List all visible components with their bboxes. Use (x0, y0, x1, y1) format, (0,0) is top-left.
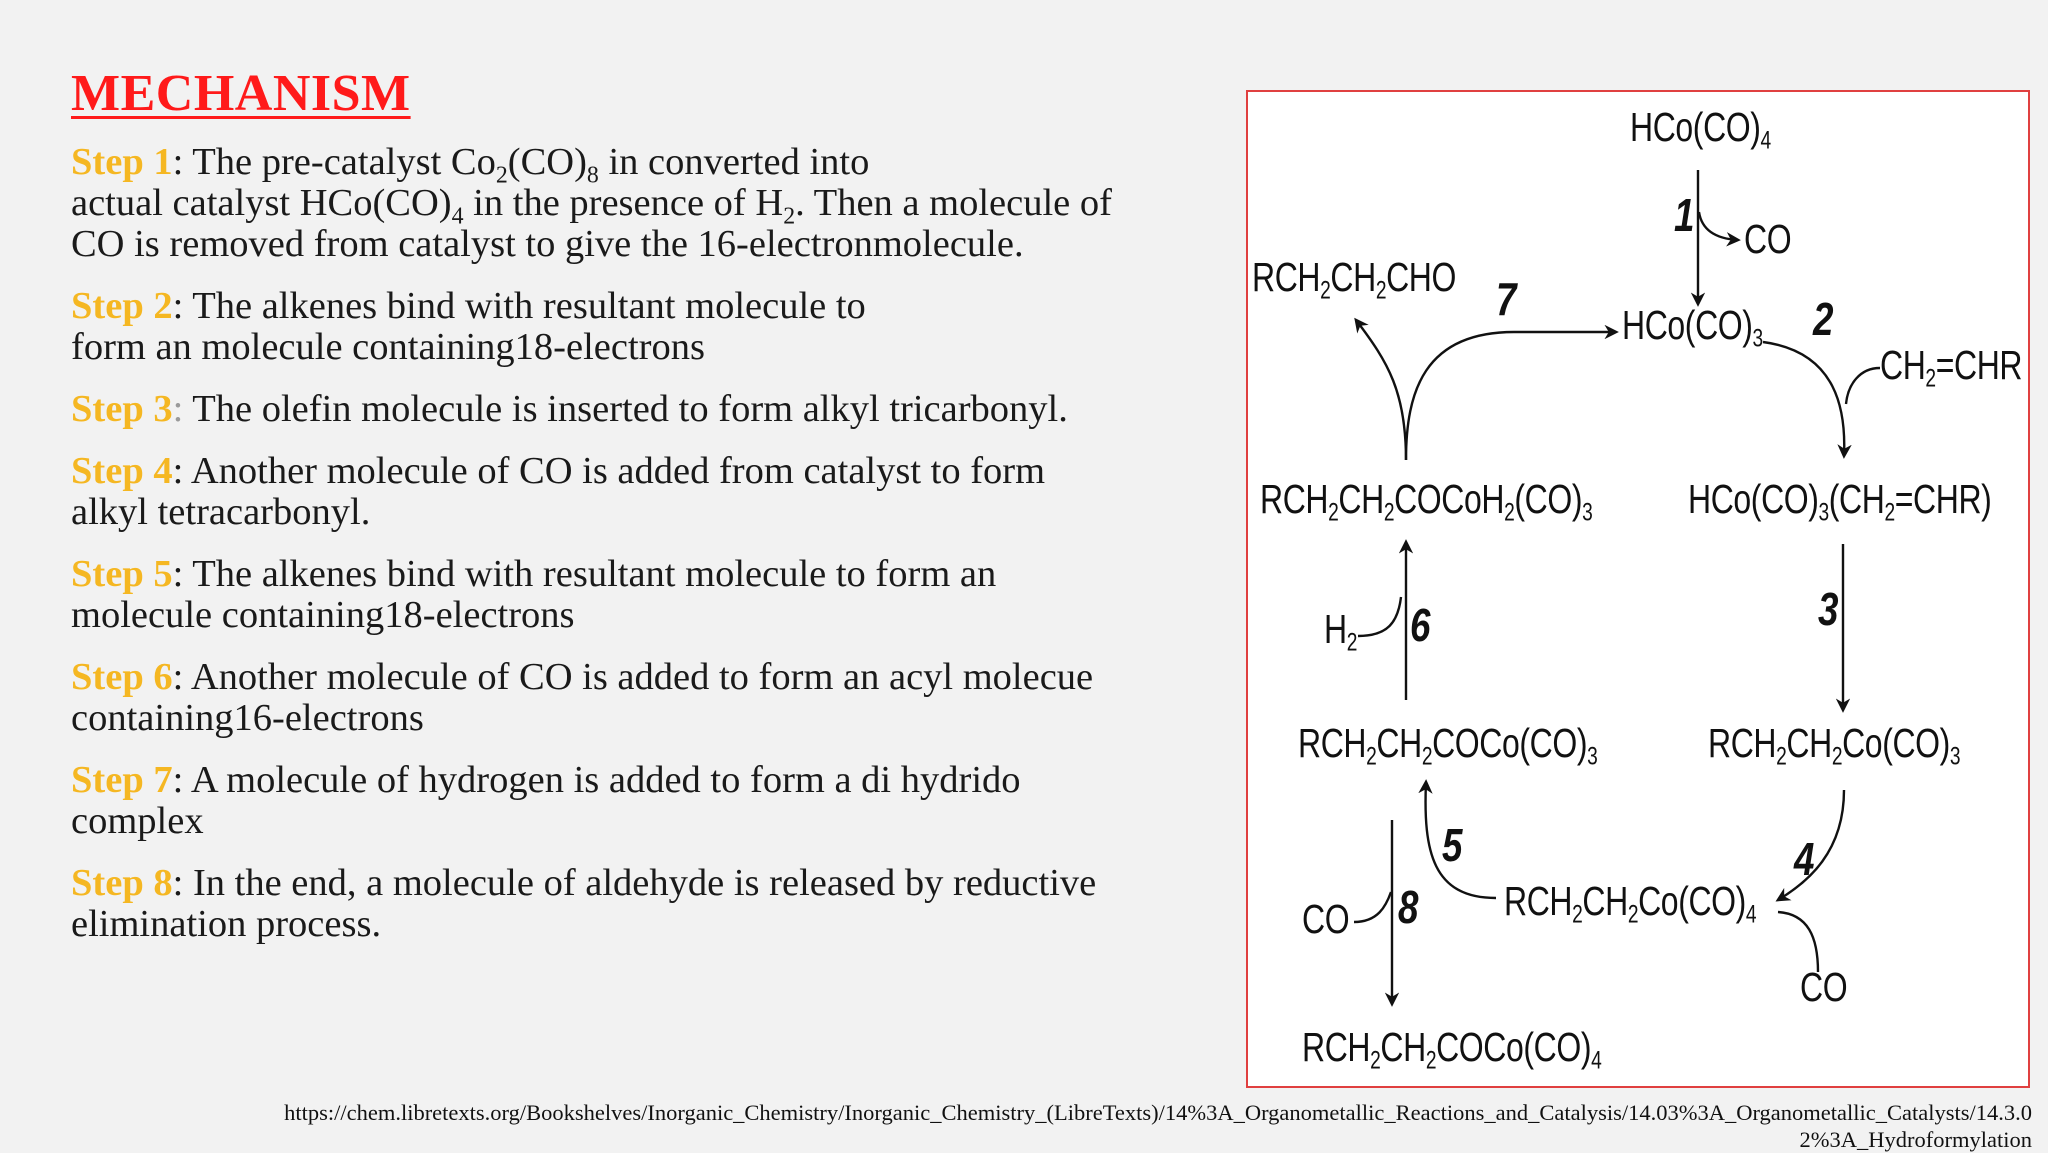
step-description: Another molecule of CO is added from catalyst to form alkyl tetracarbonyl. (71, 450, 1046, 533)
step-item (71, 863, 1241, 945)
species-hco4: $HCo(CO)_4$ (1630, 104, 1771, 155)
step-number-4: 4 (1794, 833, 1815, 885)
subscript: 2 (1425, 1047, 1437, 1075)
subscript: 2 (1776, 743, 1787, 771)
subscript: 2 (1320, 277, 1331, 305)
step-description: A molecule of hydrogen is added to form a di hydrido complex (71, 759, 1021, 842)
subscript: 2 (1375, 277, 1387, 305)
subscript: 2 (1328, 499, 1339, 527)
step-number-1: 1 (1674, 189, 1695, 241)
step-item (71, 451, 1241, 533)
species-alkyl-tetracarbonyl: $RCH_2CH_2Co(CO)_4$ (1504, 878, 1757, 929)
step-separator: : (172, 285, 184, 327)
subscript: 2 (1884, 499, 1895, 527)
subscript: 2 (1346, 629, 1357, 657)
step-number-2: 2 (1813, 293, 1834, 345)
step-label: Step 6 (71, 656, 173, 698)
step-description: In the end, a molecule of aldehyde is released by reductive elimination process. (71, 862, 1097, 945)
species-acyl-tetracarbonyl: $RCH_2CH_2COCo(CO)_4$ (1302, 1024, 1602, 1075)
step-number-8: 8 (1398, 881, 1419, 933)
species-alkene-complex: $HCo(CO)_3(CH_2=CHR)$ (1688, 476, 1992, 527)
step-separator: : (172, 450, 184, 492)
step-number-6: 6 (1410, 599, 1431, 651)
step-separator: : (172, 553, 184, 595)
species-co-bottom: CO (1800, 964, 1848, 1010)
arrow-step-7 (1406, 332, 1616, 460)
step-separator: : (172, 141, 184, 183)
step-number-3: 3 (1818, 583, 1839, 635)
species-h2: $H_2$ (1324, 606, 1357, 657)
subscript: 2 (1925, 365, 1936, 393)
subscript: 2 (1366, 743, 1377, 771)
step-item (71, 657, 1241, 739)
subscript: 2 (1421, 743, 1433, 771)
subscript: 4 (1760, 127, 1771, 155)
step-separator: : (172, 862, 184, 904)
species-hco3: $HCo(CO)_3$ (1622, 302, 1763, 353)
step-description: The pre-catalyst $Co_2(CO)_8$ in converted into actual catalyst $HCo(CO)_4$ in the presence of $H_2$. Then a molecule of CO is removed from catalyst to give the 16-electronmolecule. (71, 141, 1112, 265)
step-separator: : (172, 759, 184, 801)
step-label: Step 8 (71, 862, 173, 904)
species-alkene: $CH_2=CHR$ (1880, 342, 2023, 393)
step-item (71, 142, 1241, 265)
cycle-arrows (1248, 92, 2028, 1086)
species-aldehyde: $RCH_2CH_2CHO$ (1252, 254, 1456, 305)
step-item (71, 554, 1241, 636)
subscript: 3 (1752, 325, 1763, 353)
step-label: Step 2 (71, 285, 173, 327)
subscript: 8 (586, 162, 599, 189)
arrow-alkene-in (1846, 368, 1880, 404)
step-label: Step 5 (71, 553, 173, 595)
step-separator: : (172, 388, 184, 430)
arrow-aldehyde-release (1356, 320, 1406, 460)
step-description: Another molecule of CO is added to form an acyl molecue containing16-electrons (71, 656, 1094, 739)
step-label: Step 4 (71, 450, 173, 492)
steps-list (71, 142, 1241, 966)
slide-title: MECHANISM (71, 65, 411, 122)
species-dihydrido: $RCH_2CH_2COCoH_2(CO)_3$ (1260, 476, 1593, 527)
arrow-co-in-left (1354, 892, 1391, 922)
species-alkyl-tricarbonyl: $RCH_2CH_2Co(CO)_3$ (1708, 720, 1961, 771)
catalytic-cycle-diagram (1246, 90, 2030, 1088)
step-description: The alkenes bind with resultant molecule to form an molecule containing18-electrons (71, 553, 997, 636)
subscript: 4 (451, 203, 464, 230)
species-acyl-tricarbonyl: $RCH_2CH_2COCo(CO)_3$ (1298, 720, 1598, 771)
subscript: 2 (1383, 499, 1395, 527)
subscript: 2 (1627, 901, 1639, 929)
species-co-left: CO (1302, 896, 1350, 942)
step-number-7: 7 (1496, 273, 1517, 325)
source-citation: https://chem.libretexts.org/Bookshelves/Inorganic_Chemistry/Inorganic_Chemistry_(LibreTexts)/14%3A_Organometallic_Reactions_and_Catalysis/14.03%3A_Organometallic_Catalysts/14.3.02%3A_Hydroformylation (284, 1100, 2032, 1152)
subscript: 3 (1818, 499, 1829, 527)
subscript: 2 (1572, 901, 1583, 929)
step-label: Step 7 (71, 759, 173, 801)
arrow-co-release (1699, 212, 1738, 240)
step-item (71, 389, 1241, 430)
arrow-h2-in (1358, 597, 1401, 636)
subscript: 2 (1831, 743, 1843, 771)
step-separator: : (172, 656, 184, 698)
step-number-5: 5 (1442, 819, 1463, 871)
step-description: The olefin molecule is inserted to form alkyl tricarbonyl. (183, 388, 1068, 430)
subscript: 3 (1949, 743, 1961, 771)
step-item (71, 760, 1241, 842)
subscript: 2 (1504, 499, 1515, 527)
subscript: 2 (495, 162, 508, 189)
subscript: 3 (1587, 743, 1598, 771)
step-description: The alkenes bind with resultant molecule to form an molecule containing18-electrons (71, 285, 866, 368)
subscript: 2 (1370, 1047, 1381, 1075)
subscript: 4 (1745, 901, 1757, 929)
step-label: Step 1 (71, 141, 173, 183)
step-item (71, 286, 1241, 368)
subscript: 3 (1582, 499, 1593, 527)
step-label: Step 3 (71, 388, 173, 430)
species-co-top: CO (1744, 216, 1792, 262)
subscript: 4 (1591, 1047, 1602, 1075)
arrow-step-2 (1763, 342, 1844, 456)
subscript: 2 (783, 203, 796, 230)
arrow-co-in (1778, 912, 1818, 972)
